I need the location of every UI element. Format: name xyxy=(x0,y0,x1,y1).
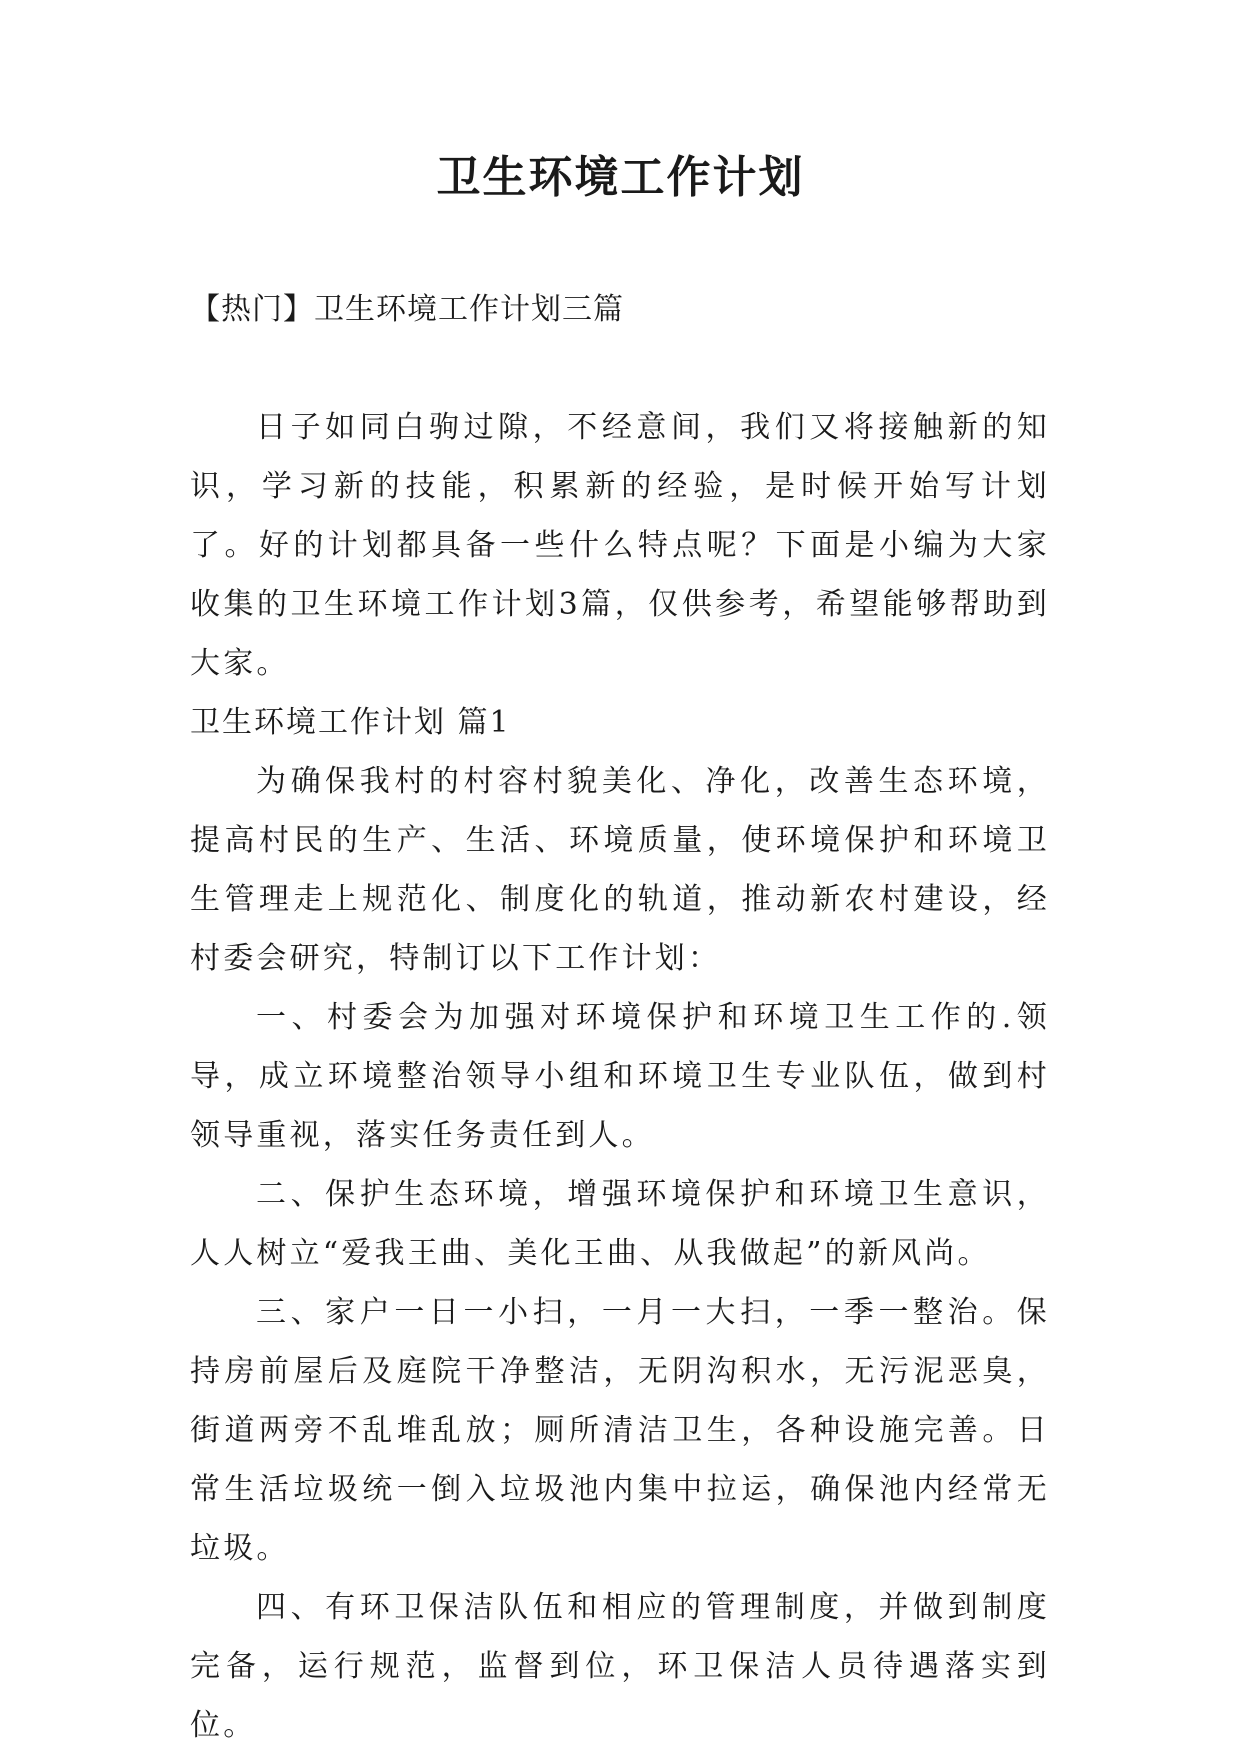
document-subtitle: 【热门】卫生环境工作计划三篇 xyxy=(190,292,624,327)
intro-paragraph: 日子如同白驹过隙，不经意间，我们又将接触新的知识，学习新的技能，积累新的经验，是时候开始写计划了。好的计划都具备一些什么特点呢？下面是小编为大家收集的卫生环境工作计划3篇，仅供参考，希望能够帮助到大家。 xyxy=(190,410,1050,681)
list-paragraph-3: 三、家户一日一小扫，一月一大扫，一季一整治。保持房前屋后及庭院干净整洁，无阴沟积水，无污泥恶臭，街道两旁不乱堆乱放；厕所清洁卫生，各种设施完善。日常生活垃圾统一倒入垃圾池内集中拉运，确保池内经常无垃圾。 xyxy=(190,1295,1050,1566)
list-paragraph-1: 一、村委会为加强对环境保护和环境卫生工作的.领导，成立环境整治领导小组和环境卫生专业队伍，做到村领导重视，落实任务责任到人。 xyxy=(190,1000,1050,1153)
list-paragraph-2: 二、保护生态环境，增强环境保护和环境卫生意识，人人树立“爱我王曲、美化王曲、从我做起”的新风尚。 xyxy=(190,1177,1050,1271)
document-title: 卫生环境工作计划 xyxy=(436,152,805,203)
section-heading: 卫生环境工作计划 篇1 xyxy=(190,705,511,740)
document-body xyxy=(190,398,1050,1755)
list-paragraph-4: 四、有环卫保洁队伍和相应的管理制度，并做到制度完备，运行规范，监督到位，环卫保洁人员待遇落实到位。 xyxy=(190,1590,1050,1743)
body-paragraph: 为确保我村的村容村貌美化、净化，改善生态环境，提高村民的生产、生活、环境质量，使环境保护和环境卫生管理走上规范化、制度化的轨道，推动新农村建设，经村委会研究，特制订以下工作计划： xyxy=(190,764,1050,976)
